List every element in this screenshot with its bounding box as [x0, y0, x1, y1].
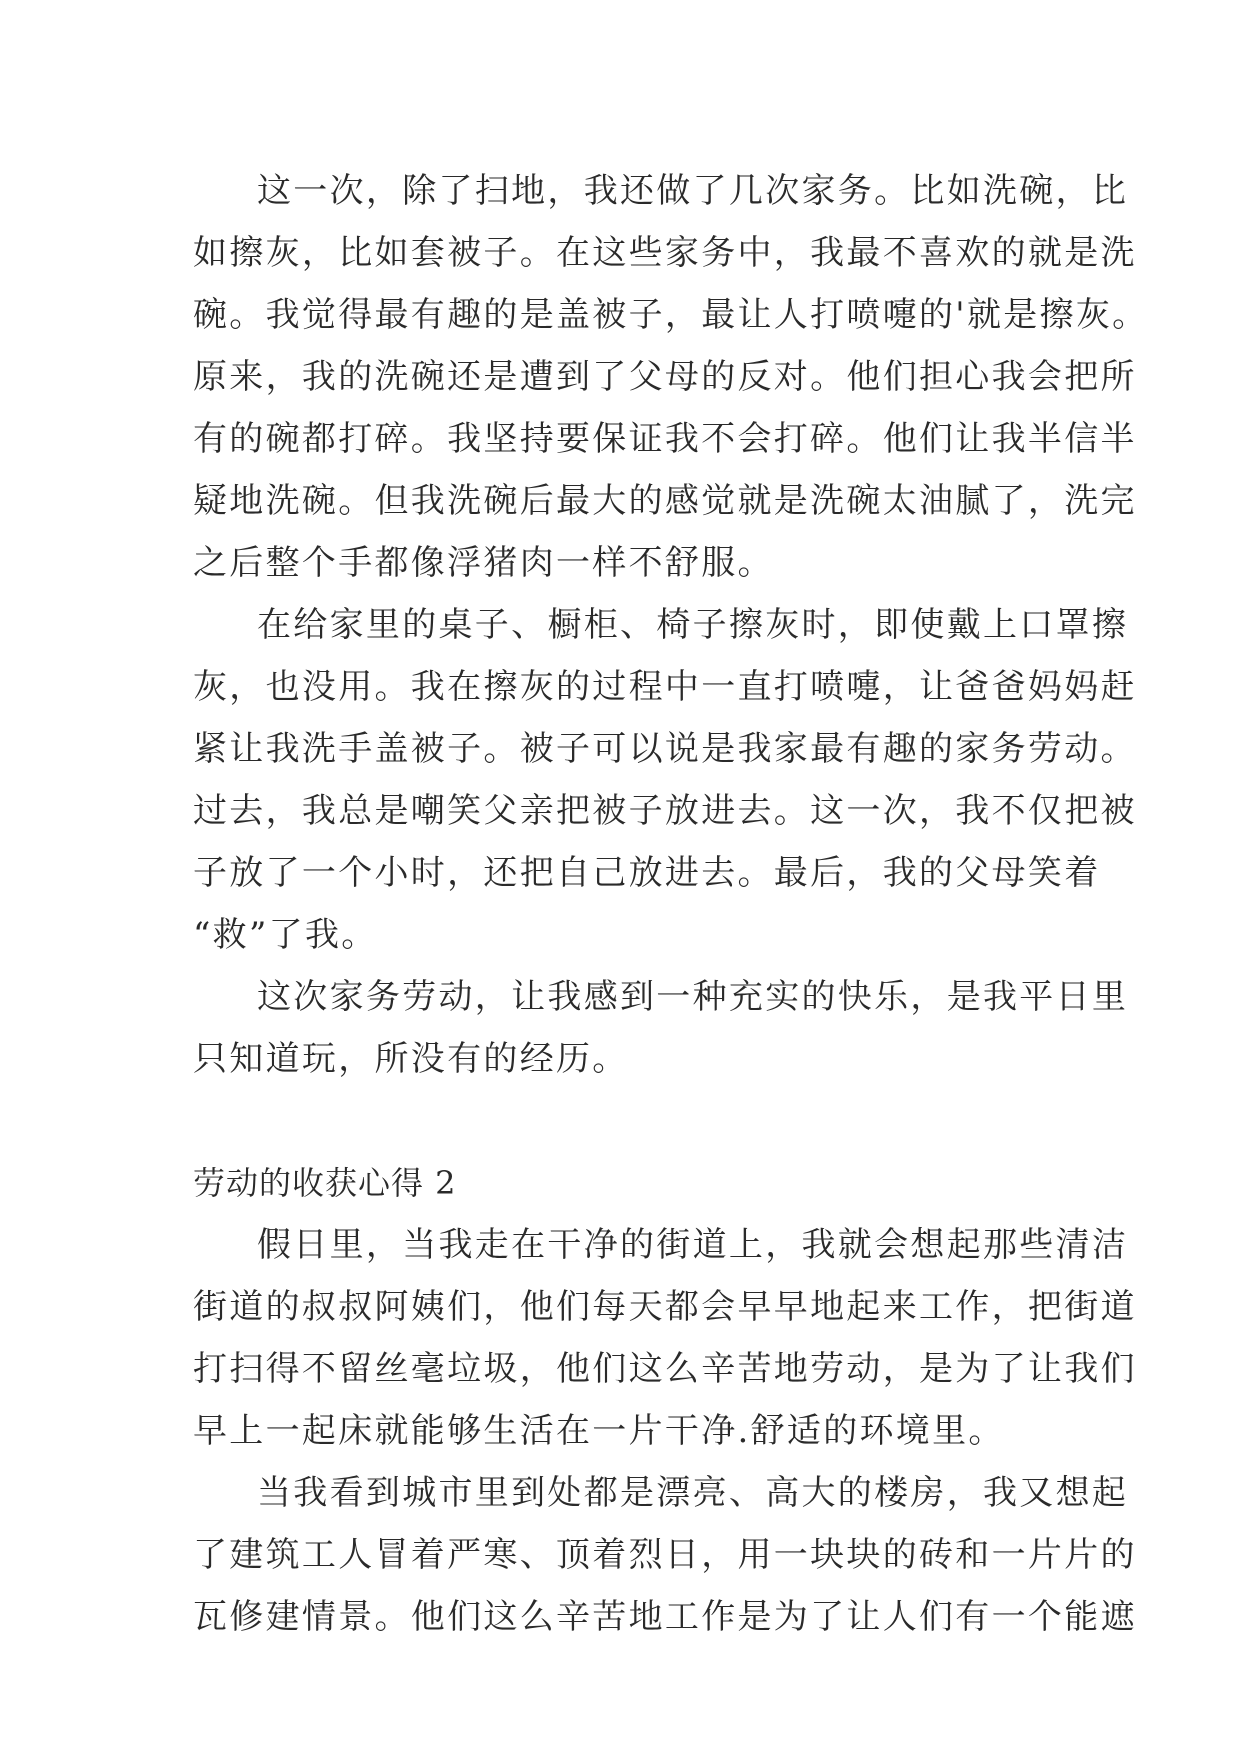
section-heading: 劳动的收获心得 2	[193, 1164, 457, 1202]
paragraph	[193, 594, 1137, 966]
text-line: 之后整个手都像浮猪肉一样不舒服。	[193, 543, 774, 583]
text-line: 疑地洗碗。但我洗碗后最大的感觉就是洗碗太油腻了，洗完	[193, 481, 1137, 521]
text-line: 过去，我总是嘲笑父亲把被子放进去。这一次，我不仅把被	[193, 791, 1137, 831]
text-line: 假日里，当我走在干净的街道上，我就会想起那些清洁	[257, 1225, 1129, 1265]
text-line: 子放了一个小时，还把自己放进去。最后，我的父母笑着	[193, 853, 1101, 893]
text-line: 了建筑工人冒着严寒、顶着烈日，用一块块的砖和一片片的	[193, 1535, 1137, 1575]
text-line: 这一次，除了扫地，我还做了几次家务。比如洗碗，比	[257, 171, 1129, 211]
text-line: 瓦修建情景。他们这么辛苦地工作是为了让人们有一个能遮	[193, 1597, 1137, 1637]
text-line: 街道的叔叔阿姨们，他们每天都会早早地起来工作，把街道	[193, 1287, 1137, 1327]
text-line: 原来，我的洗碗还是遭到了父母的反对。他们担心我会把所	[193, 357, 1137, 397]
text-line: 灰，也没用。我在擦灰的过程中一直打喷嚏，让爸爸妈妈赶	[193, 667, 1137, 707]
paragraph	[193, 966, 1129, 1090]
paragraph	[193, 1214, 1137, 1462]
text-line: 当我看到城市里到处都是漂亮、高大的楼房，我又想起	[257, 1473, 1129, 1513]
text-line: 如擦灰，比如套被子。在这些家务中，我最不喜欢的就是洗	[193, 233, 1137, 273]
paragraph	[193, 160, 1149, 594]
text-line: 在给家里的桌子、橱柜、椅子擦灰时，即使戴上口罩擦	[257, 605, 1129, 645]
text-line: 打扫得不留丝毫垃圾，他们这么辛苦地劳动，是为了让我们	[193, 1349, 1137, 1389]
text-line: 早上一起床就能够生活在一片干净.舒适的环境里。	[193, 1411, 1005, 1451]
text-line: 有的碗都打碎。我坚持要保证我不会打碎。他们让我半信半	[193, 419, 1137, 459]
document-page	[193, 160, 1149, 1648]
text-line: 只知道玩，所没有的经历。	[193, 1039, 629, 1079]
section-spacer	[193, 1090, 1053, 1152]
text-line: 紧让我洗手盖被子。被子可以说是我家最有趣的家务劳动。	[193, 729, 1137, 769]
text-line: 碗。我觉得最有趣的是盖被子，最让人打喷嚏的'就是擦灰。	[193, 295, 1149, 335]
paragraph	[193, 1462, 1137, 1648]
text-line: 这次家务劳动，让我感到一种充实的快乐，是我平日里	[257, 977, 1129, 1017]
text-line: “救”了我。	[193, 915, 378, 955]
